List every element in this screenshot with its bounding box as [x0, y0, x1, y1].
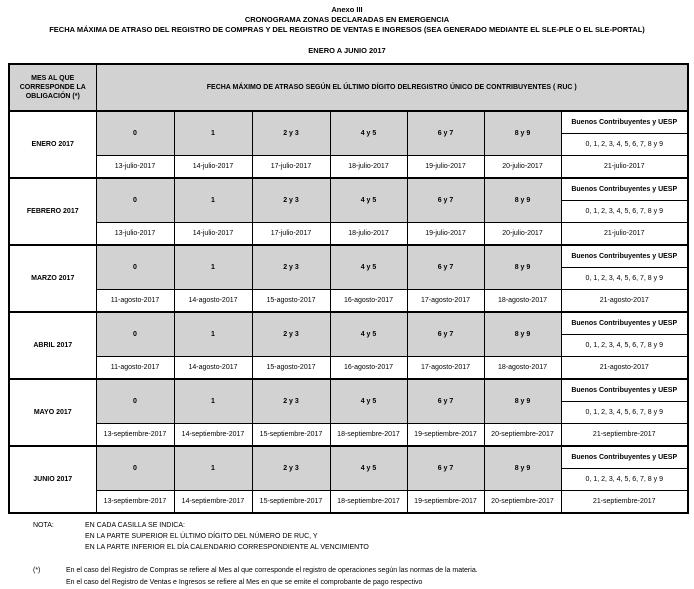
digit-header-cell: 4 y 5	[330, 446, 407, 491]
month-label: ENERO 2017	[9, 111, 96, 178]
digit-header-cell: 8 y 9	[484, 446, 561, 491]
date-cell: 21-julio-2017	[561, 156, 688, 179]
date-cell: 20-julio-2017	[484, 156, 561, 179]
month-label: MARZO 2017	[9, 245, 96, 312]
schedule-table	[8, 63, 689, 514]
digit-header-cell: 6 y 7	[407, 178, 484, 223]
date-cell: 14-agosto-2017	[174, 357, 252, 380]
table-row	[9, 491, 688, 514]
buenos-digits-cell: 0, 1, 2, 3, 4, 5, 6, 7, 8 y 9	[561, 201, 688, 223]
buenos-contribuyentes-header: Buenos Contribuyentes y UESP	[561, 446, 688, 469]
date-cell: 19-septiembre-2017	[407, 491, 484, 514]
digit-header-cell: 2 y 3	[252, 379, 330, 424]
date-cell: 14-septiembre-2017	[174, 424, 252, 447]
date-cell: 17-julio-2017	[252, 223, 330, 246]
date-cell: 14-julio-2017	[174, 156, 252, 179]
date-cell: 18-julio-2017	[330, 223, 407, 246]
nota-line: EN CADA CASILLA SE INDICA:	[85, 522, 185, 529]
digit-header-cell: 6 y 7	[407, 245, 484, 290]
buenos-contribuyentes-header: Buenos Contribuyentes y UESP	[561, 111, 688, 134]
digit-header-cell: 8 y 9	[484, 178, 561, 223]
date-cell: 16-agosto-2017	[330, 290, 407, 313]
date-cell: 14-julio-2017	[174, 223, 252, 246]
digit-header-cell: 0	[96, 379, 174, 424]
digit-header-cell: 6 y 7	[407, 111, 484, 156]
digit-header-cell: 8 y 9	[484, 312, 561, 357]
buenos-contribuyentes-header: Buenos Contribuyentes y UESP	[561, 312, 688, 335]
nota-line: EN LA PARTE SUPERIOR EL ÚLTIMO DÍGITO DEL NÚMERO DE RUC, Y	[85, 533, 318, 540]
table-row	[9, 424, 688, 447]
period-label: ENERO A JUNIO 2017	[308, 46, 386, 55]
asterisk-footnote-block	[0, 565, 694, 589]
buenos-digits-cell: 0, 1, 2, 3, 4, 5, 6, 7, 8 y 9	[561, 134, 688, 156]
document-title-block	[0, 5, 694, 35]
digit-header-cell: 1	[174, 245, 252, 290]
date-cell: 19-septiembre-2017	[407, 424, 484, 447]
date-cell: 20-septiembre-2017	[484, 424, 561, 447]
month-label: ABRIL 2017	[9, 312, 96, 379]
digit-header-cell: 0	[96, 245, 174, 290]
table-row	[9, 245, 688, 268]
table-row	[9, 446, 688, 469]
digit-header-cell: 2 y 3	[252, 111, 330, 156]
digit-header-cell: 4 y 5	[330, 178, 407, 223]
digit-header-cell: 1	[174, 379, 252, 424]
date-cell: 17-julio-2017	[252, 156, 330, 179]
month-column-header: MES AL QUE CORRESPONDE LA OBLIGACIÓN (*)	[9, 64, 96, 111]
date-cell: 13-julio-2017	[96, 156, 174, 179]
date-cell: 14-agosto-2017	[174, 290, 252, 313]
date-cell: 15-agosto-2017	[252, 290, 330, 313]
date-cell: 20-julio-2017	[484, 223, 561, 246]
digit-header-cell: 6 y 7	[407, 379, 484, 424]
buenos-contribuyentes-header: Buenos Contribuyentes y UESP	[561, 379, 688, 402]
document-subtitle: FECHA MÁXIMA DE ATRASO DEL REGISTRO DE COMPRAS Y DEL REGISTRO DE VENTAS E INGRESOS (SEA GENERADO MEDIANTE EL SLE-PLE O EL SLE-PORTAL)	[49, 25, 645, 34]
table-row	[9, 223, 688, 246]
date-cell: 21-agosto-2017	[561, 290, 688, 313]
date-cell: 16-agosto-2017	[330, 357, 407, 380]
date-cell: 21-septiembre-2017	[561, 424, 688, 447]
digit-header-cell: 0	[96, 111, 174, 156]
date-cell: 19-julio-2017	[407, 223, 484, 246]
asterisk-line: En el caso del Registro de Ventas e Ingresos se refiere al Mes en que se emite el comprobante de pago respectivo	[66, 579, 423, 586]
asterisk-line: En el caso del Registro de Compras se refiere al Mes al que corresponde el registro de operaciones según las normas de la materia.	[66, 567, 478, 574]
buenos-digits-cell: 0, 1, 2, 3, 4, 5, 6, 7, 8 y 9	[561, 402, 688, 424]
digit-header-cell: 8 y 9	[484, 111, 561, 156]
date-cell: 11-agosto-2017	[96, 290, 174, 313]
footnotes-section	[0, 520, 694, 589]
digit-header-cell: 8 y 9	[484, 245, 561, 290]
table-header-row	[9, 64, 688, 111]
date-cell: 13-septiembre-2017	[96, 491, 174, 514]
date-cell: 13-septiembre-2017	[96, 424, 174, 447]
buenos-contribuyentes-header: Buenos Contribuyentes y UESP	[561, 178, 688, 201]
date-cell: 18-septiembre-2017	[330, 491, 407, 514]
date-cell: 21-julio-2017	[561, 223, 688, 246]
date-cell: 15-agosto-2017	[252, 357, 330, 380]
month-label: JUNIO 2017	[9, 446, 96, 513]
nota-lines	[85, 520, 369, 553]
buenos-digits-cell: 0, 1, 2, 3, 4, 5, 6, 7, 8 y 9	[561, 469, 688, 491]
digit-header-cell: 1	[174, 446, 252, 491]
date-cell: 18-julio-2017	[330, 156, 407, 179]
digit-header-cell: 2 y 3	[252, 312, 330, 357]
date-cell: 18-septiembre-2017	[330, 424, 407, 447]
table-row	[9, 379, 688, 402]
digit-header-cell: 0	[96, 312, 174, 357]
digit-header-cell: 2 y 3	[252, 446, 330, 491]
table-row	[9, 357, 688, 380]
date-cell: 15-septiembre-2017	[252, 491, 330, 514]
nota-label: NOTA:	[33, 522, 54, 529]
digit-header-cell: 2 y 3	[252, 245, 330, 290]
date-cell: 17-agosto-2017	[407, 290, 484, 313]
table-row	[9, 290, 688, 313]
date-cell: 20-septiembre-2017	[484, 491, 561, 514]
digit-header-cell: 6 y 7	[407, 312, 484, 357]
digit-header-cell: 1	[174, 178, 252, 223]
buenos-digits-cell: 0, 1, 2, 3, 4, 5, 6, 7, 8 y 9	[561, 335, 688, 357]
buenos-contribuyentes-header: Buenos Contribuyentes y UESP	[561, 245, 688, 268]
digit-header-cell: 0	[96, 178, 174, 223]
date-cell: 19-julio-2017	[407, 156, 484, 179]
date-cell: 13-julio-2017	[96, 223, 174, 246]
date-cell: 18-agosto-2017	[484, 290, 561, 313]
digit-header-cell: 4 y 5	[330, 312, 407, 357]
date-cell: 21-agosto-2017	[561, 357, 688, 380]
date-cell: 14-septiembre-2017	[174, 491, 252, 514]
table-row	[9, 156, 688, 179]
asterisk-lines	[66, 565, 478, 589]
digit-header-cell: 1	[174, 312, 252, 357]
digit-header-cell: 6 y 7	[407, 446, 484, 491]
digit-header-cell: 1	[174, 111, 252, 156]
digit-header-cell: 8 y 9	[484, 379, 561, 424]
asterisk-label: (*)	[33, 567, 41, 574]
digit-header-cell: 0	[96, 446, 174, 491]
digit-header-cell: 2 y 3	[252, 178, 330, 223]
date-cell: 21-septiembre-2017	[561, 491, 688, 514]
table-row	[9, 312, 688, 335]
ruc-digit-header: FECHA MÁXIMO DE ATRASO SEGÚN EL ÚLTIMO DÍGITO DELREGISTRO ÚNICO DE CONTRIBUYENTES ( RUC )	[96, 64, 688, 111]
annex-title: Anexo III	[331, 5, 363, 14]
digit-header-cell: 4 y 5	[330, 111, 407, 156]
nota-block	[0, 520, 694, 553]
month-label: FEBRERO 2017	[9, 178, 96, 245]
date-cell: 11-agosto-2017	[96, 357, 174, 380]
nota-line: EN LA PARTE INFERIOR EL DÍA CALENDARIO CORRESPONDIENTE AL VENCIMIENTO	[85, 544, 369, 551]
buenos-digits-cell: 0, 1, 2, 3, 4, 5, 6, 7, 8 y 9	[561, 268, 688, 290]
digit-header-cell: 4 y 5	[330, 379, 407, 424]
table-row	[9, 178, 688, 201]
date-cell: 17-agosto-2017	[407, 357, 484, 380]
document-title: CRONOGRAMA ZONAS DECLARADAS EN EMERGENCIA	[244, 15, 450, 24]
date-cell: 15-septiembre-2017	[252, 424, 330, 447]
digit-header-cell: 4 y 5	[330, 245, 407, 290]
table-row	[9, 111, 688, 134]
date-cell: 18-agosto-2017	[484, 357, 561, 380]
month-label: MAYO 2017	[9, 379, 96, 446]
